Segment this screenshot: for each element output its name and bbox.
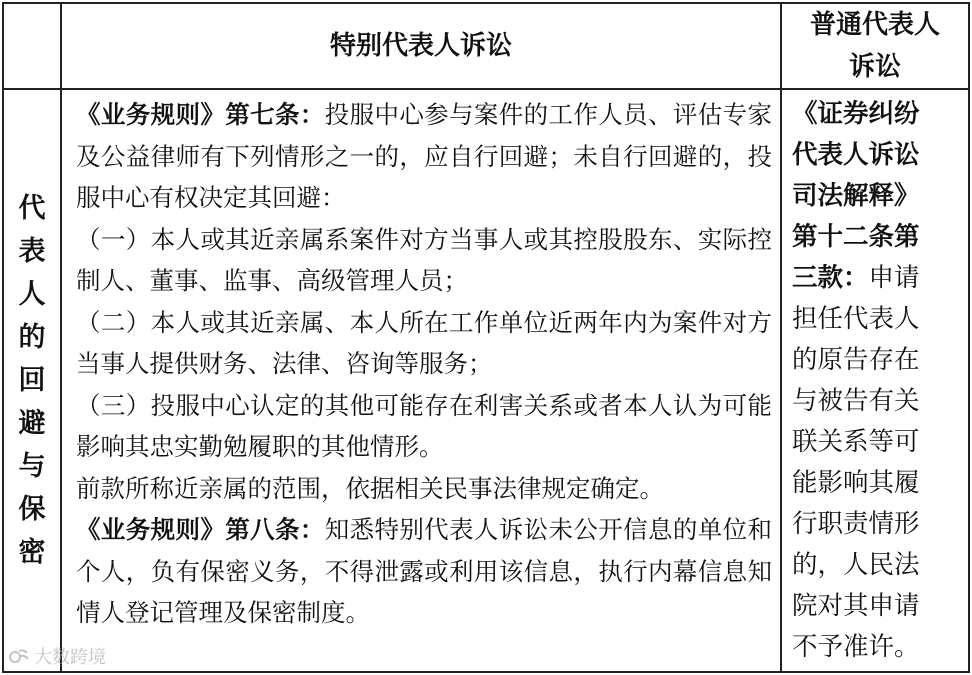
ji-title-part1: 《证券纠纷 xyxy=(792,99,920,129)
clause-3: （三）投服中心认定的其他可能存在利害关系或者本人认为可能影响其忠实勤勉履职的其他情形。 xyxy=(76,390,772,461)
watermark-text: 大数跨境 xyxy=(34,647,106,668)
row-label-vertical xyxy=(17,187,47,574)
header-row xyxy=(3,3,969,89)
judicial-interpretation-line xyxy=(792,217,962,258)
special-representative-content xyxy=(61,89,781,672)
ji-text-line: 联关系等可 xyxy=(792,427,920,457)
ji-article-ref: 第十二条第 xyxy=(792,222,920,252)
row-label-char: 人 xyxy=(18,279,46,310)
article-7-paragraph xyxy=(76,94,772,219)
content-row xyxy=(3,89,969,672)
row-label-char: 与 xyxy=(18,451,46,482)
header-main-label: 特别代表人诉讼 xyxy=(329,31,512,61)
ji-text-line: 的原告存在 xyxy=(792,345,920,375)
ji-text-line: 能影响其履 xyxy=(792,468,920,498)
judicial-interpretation-line xyxy=(792,176,962,217)
article-8-paragraph xyxy=(76,509,772,634)
ji-clause-ref: 三款： xyxy=(792,263,869,293)
header-special-representative xyxy=(61,3,781,89)
row-label-char: 密 xyxy=(18,537,46,568)
ji-text-line: 不予准许。 xyxy=(792,632,920,662)
ordinary-representative-content xyxy=(781,89,969,672)
judicial-interpretation-line xyxy=(792,258,962,299)
brand-logo-icon xyxy=(8,647,30,665)
ji-text-line: 担任代表人 xyxy=(792,304,920,334)
watermark xyxy=(8,643,106,669)
article-7-text: 投服中心参与案件的工作人员、评估专家及公益律师有下列情形之一的，应自行回避；未自行回避的，投服中心有权决定其回避： xyxy=(76,100,772,212)
judicial-interpretation-line xyxy=(792,135,962,176)
article-7-title: 《业务规则》第七条： xyxy=(76,100,325,129)
ji-text-line: 与被告有关 xyxy=(792,386,920,416)
ji-title-part2: 代表人诉讼 xyxy=(792,140,920,170)
ji-text-line: 的，人民法 xyxy=(792,550,920,580)
judicial-interpretation-line xyxy=(792,94,962,135)
relatives-definition: 前款所称近亲属的范围，依据相关民事法律规定确定。 xyxy=(76,473,664,503)
ji-title-part3: 司法解释》 xyxy=(792,181,920,211)
row-label-char: 表 xyxy=(18,236,46,267)
clause-2: （二）本人或其近亲属、本人所在工作单位近两年内为案件对方当事人提供财务、法律、咨询等服务； xyxy=(76,307,772,378)
clause-1: （一）本人或其近亲属系案件对方当事人或其控股股东、实际控制人、董事、监事、高级管理人员； xyxy=(76,224,772,295)
header-side-line1: 普通代表人 xyxy=(809,10,940,40)
row-label-char: 保 xyxy=(18,494,46,525)
ji-text-line: 行职责情形 xyxy=(792,509,920,539)
ji-text-line: 院对其申请 xyxy=(792,591,920,621)
row-label-char: 代 xyxy=(18,193,46,224)
row-label-cell xyxy=(3,89,61,672)
header-empty-cell xyxy=(3,3,61,89)
article-8-title: 《业务规则》第八条： xyxy=(76,515,325,544)
ji-text-start: 申请 xyxy=(868,263,920,293)
row-label-char: 避 xyxy=(18,408,46,439)
header-side-line2: 诉讼 xyxy=(848,52,901,82)
comparison-table xyxy=(2,2,970,673)
row-label-char: 回 xyxy=(18,365,46,396)
article-8-text: 知悉特别代表人诉讼未公开信息的单位和个人，负有保密义务，不得泄露或利用该信息，执行内幕信息知情人登记管理及保密制度。 xyxy=(76,515,772,627)
row-label-char: 的 xyxy=(18,322,46,353)
header-ordinary-representative xyxy=(781,3,969,89)
